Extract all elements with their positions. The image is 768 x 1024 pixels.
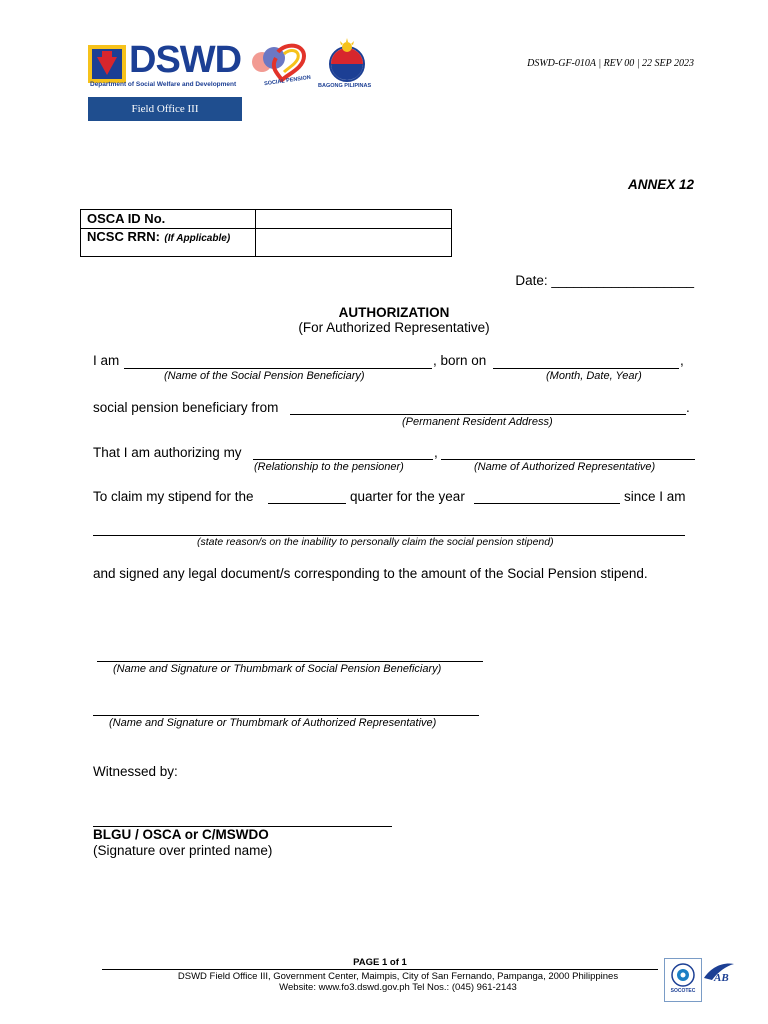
- caption-birth-date: (Month, Date, Year): [546, 370, 642, 382]
- footer-address: DSWD Field Office III, Government Center, Maimpis, City of San Fernando, Pampanga, 2000 Philippines: [177, 971, 619, 982]
- caption-relationship: (Relationship to the pensioner): [254, 461, 404, 473]
- document-subtitle: (For Authorized Representative): [298, 320, 490, 335]
- ncsc-rrn-field[interactable]: [256, 229, 452, 257]
- line4-since-text: since I am: [624, 489, 686, 504]
- socotec-certification-badge: [664, 958, 702, 1002]
- beneficiary-signature-field[interactable]: [97, 661, 483, 662]
- birth-date-field[interactable]: [493, 368, 679, 369]
- line6-statement: and signed any legal document/s corresponding to the amount of the Social Pension stipend.: [93, 566, 648, 581]
- dswd-logo: [88, 39, 248, 92]
- accreditation-label: AB: [714, 972, 729, 984]
- social-pension-logo: [248, 40, 318, 92]
- caption-representative-name: (Name of Authorized Representative): [474, 461, 656, 473]
- osca-id-label: OSCA ID No.: [87, 211, 166, 226]
- representative-name-field[interactable]: [441, 459, 695, 460]
- caption-beneficiary-signature: (Name and Signature or Thumbmark of Social Pension Beneficiary): [113, 663, 442, 675]
- line1-comma: ,: [680, 353, 684, 368]
- bagong-pilipinas-logo: [318, 38, 376, 92]
- id-table: [80, 209, 452, 257]
- beneficiary-name-field[interactable]: [124, 368, 432, 369]
- ncsc-rrn-label-cell: [81, 229, 256, 257]
- caption-reason: (state reason/s on the inability to personally claim the social pension stipend): [197, 536, 554, 548]
- caption-representative-signature: (Name and Signature or Thumbmark of Authorized Representative): [109, 717, 437, 729]
- field-office-banner: Field Office III: [88, 97, 242, 121]
- socotec-label: SOCOTEC: [670, 988, 696, 994]
- line1-born-on: , born on: [433, 353, 487, 368]
- form-code: DSWD-GF-010A | REV 00 | 22 SEP 2023: [527, 58, 694, 69]
- bagong-pilipinas-emblem-icon: [321, 38, 373, 82]
- line3-prefix: That I am authorizing my: [93, 445, 242, 460]
- osca-id-field[interactable]: [256, 210, 452, 229]
- annex-label: ANNEX 12: [627, 177, 694, 192]
- agency-name: Department of Social Welfare and Development: [90, 81, 237, 88]
- year-field[interactable]: [474, 503, 620, 504]
- address-field[interactable]: [290, 414, 686, 415]
- date-line[interactable]: Date: ___________________: [515, 273, 694, 288]
- caption-address: (Permanent Resident Address): [402, 416, 553, 428]
- witness-note: (Signature over printed name): [93, 843, 273, 858]
- ncsc-rrn-label: NCSC RRN:: [87, 229, 160, 244]
- socotec-logo-icon: [671, 963, 695, 987]
- witnessed-by-label: Witnessed by:: [93, 764, 178, 779]
- bagong-pilipinas-label: BAGONG PILIPINAS: [318, 83, 372, 89]
- footer-contact: Website: www.fo3.dswd.gov.ph Tel Nos.: (045) 961-2143: [279, 982, 517, 993]
- line3-comma: ,: [434, 445, 438, 460]
- social-pension-label: SOCIAL PENSION: [263, 74, 312, 88]
- line4-prefix: To claim my stipend for the: [93, 489, 254, 504]
- accreditation-badge: [702, 960, 736, 1000]
- page-number: PAGE 1 of 1: [353, 957, 407, 968]
- document-title: AUTHORIZATION: [338, 305, 450, 320]
- caption-beneficiary-name: (Name of the Social Pension Beneficiary): [164, 370, 365, 382]
- line2-prefix: social pension beneficiary from: [93, 400, 279, 415]
- dswd-emblem-icon: [88, 45, 126, 83]
- footer-rule: [102, 969, 658, 970]
- line4-quarter-text: quarter for the year: [350, 489, 465, 504]
- quarter-field[interactable]: [268, 503, 346, 504]
- line2-period: .: [686, 400, 690, 415]
- representative-signature-field[interactable]: [93, 715, 479, 716]
- relationship-field[interactable]: [253, 459, 433, 460]
- ncsc-rrn-note: (If Applicable): [164, 233, 231, 244]
- witness-org: BLGU / OSCA or C/MSWDO: [93, 827, 269, 842]
- osca-id-label-cell: [81, 210, 256, 229]
- line1-prefix: I am: [93, 353, 120, 368]
- agency-acronym: DSWD: [129, 39, 242, 81]
